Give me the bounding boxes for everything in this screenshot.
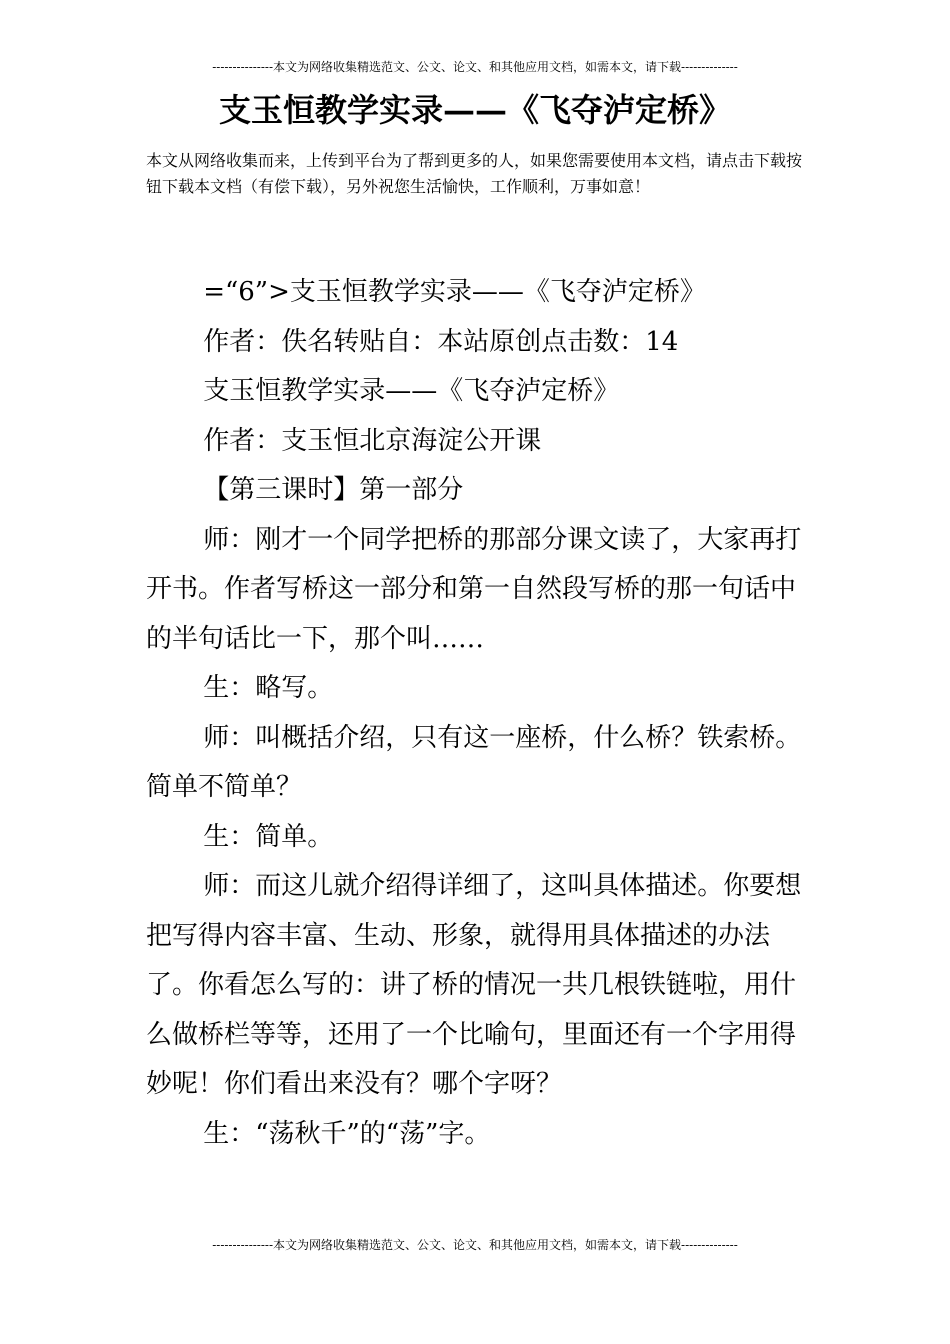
paragraph: =“6”>支玉恒教学实录——《飞夺泸定桥》 (203, 277, 706, 307)
paragraph: 师：叫概括介绍，只有这一座桥，什么桥？铁索桥。简单不简单？ (146, 722, 802, 802)
paragraph: 作者：佚名转贴自：本站原创点击数：14 (203, 326, 679, 357)
document-title: 支玉恒教学实录——《飞夺泸定桥》 (218, 91, 731, 129)
paragraph: 作者：支玉恒北京海淀公开课 (203, 425, 542, 456)
intro-notice: 本文从网络收集而来，上传到平台为了帮到更多的人，如果您需要使用本文档，请点击下载按钮下载本文档（有偿下载），另外祝您生活愉快，工作顺利，万事如意！ (146, 151, 803, 196)
header-banner: ---------------本文为网络收集精选范文、公文、论文、和其他应用文档，如需本文，请下载-------------- (212, 60, 738, 74)
paragraph: 师：刚才一个同学把桥的那部分课文读了，大家再打开书。作者写桥这一部分和第一自然段写桥的那一句话中的半句话比一下，那个叫…… (146, 524, 802, 654)
paragraph: 支玉恒教学实录——《飞夺泸定桥》 (203, 376, 620, 406)
paragraph: 生：略写。 (203, 673, 334, 703)
paragraph: 师：而这儿就介绍得详细了，这叫具体描述。你要想把写得内容丰富、生动、形象，就得用具体描述的办法了。你看怎么写的：讲了桥的情况一共几根铁链啦，用什么做桥栏等等，还用了一个比喻句，里面还有一个字用得妙呢！你们看出来没有？哪个字呀？ (146, 871, 802, 1099)
paragraph: 【第三课时】第一部分 (203, 475, 464, 505)
document-body (146, 268, 810, 1159)
footer-banner: ---------------本文为网络收集精选范文、公文、论文、和其他应用文档，如需本文，请下载-------------- (212, 1238, 738, 1252)
paragraph: 生：“荡秋千”的“荡”字。 (203, 1118, 491, 1149)
paragraph: 生：简单。 (203, 821, 334, 852)
